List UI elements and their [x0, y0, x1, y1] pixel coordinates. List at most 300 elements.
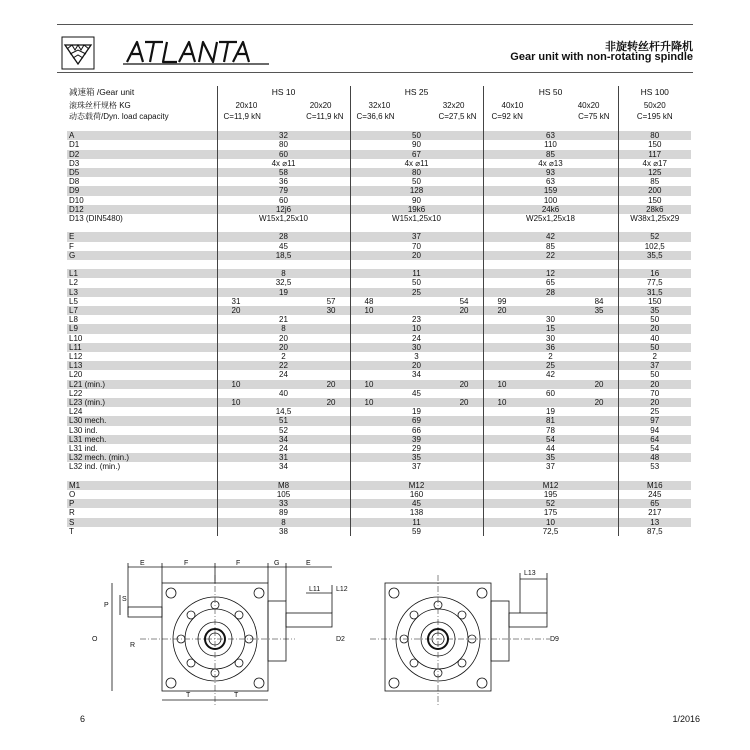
table-row [67, 297, 691, 306]
dimension-value: 20 [350, 251, 483, 260]
table-row [67, 205, 691, 214]
dimension-label: O [69, 490, 76, 500]
dimension-table [67, 86, 691, 536]
load-value: C=11,9 kN [306, 111, 344, 121]
dimension-value: 87,5 [618, 527, 691, 536]
dimension-value: 11 [350, 269, 483, 278]
dimension-value: 19k6 [350, 205, 483, 214]
table-row [67, 527, 691, 536]
dimension-value: 20 [350, 361, 483, 370]
dimension-value: 60 [217, 196, 350, 205]
dim-label-O: O [92, 636, 98, 643]
table-row [67, 370, 691, 379]
dimension-label: L20 [69, 370, 83, 380]
spec-value: 32x20 [442, 100, 465, 110]
dimension-value: 18,5 [217, 251, 350, 260]
dimension-value: 19 [217, 288, 350, 297]
value-pair [486, 297, 616, 306]
dimension-value: 53 [618, 462, 691, 471]
spacer-row [67, 260, 691, 269]
table-row [67, 462, 691, 471]
gear-unit-label: 减速箱 /Gear unit [69, 87, 135, 98]
dimension-value: 94 [618, 426, 691, 435]
dimension-value: 34 [217, 462, 350, 471]
dimension-value: 59 [350, 527, 483, 536]
table-row [67, 343, 691, 352]
dimension-value: 30 [483, 334, 618, 343]
technical-drawing [80, 555, 580, 705]
table-row [67, 186, 691, 195]
dimension-value: 31,5 [618, 288, 691, 297]
key-left [128, 607, 162, 617]
dim-label-S: S [122, 596, 127, 603]
dimension-value: 54 [459, 296, 469, 306]
dimension-value: 10 [497, 398, 507, 408]
dimension-value: 99 [497, 296, 507, 306]
dimension-value: 21 [217, 315, 350, 324]
page-number: 6 [80, 714, 86, 724]
dimension-value: 12 [483, 269, 618, 278]
dimension-value: 48 [618, 453, 691, 462]
table-row [67, 324, 691, 333]
dimension-value: 32,5 [217, 278, 350, 287]
table-row [67, 407, 691, 416]
side-flange-left [268, 601, 286, 661]
dimension-value: 105 [217, 490, 350, 499]
dimension-value: 85 [483, 150, 618, 159]
dimension-value: 20 [459, 379, 469, 389]
dimension-value: 195 [483, 490, 618, 499]
dimension-label: L9 [67, 324, 217, 333]
dimension-label: P [67, 499, 217, 508]
dimension-label: M1 [67, 481, 217, 490]
dimension-value: W38x1,25x29 [618, 214, 691, 223]
dim-label-E: E [306, 560, 311, 567]
dimension-value-pair [217, 380, 350, 389]
side-flange-right [491, 601, 509, 661]
dimension-value: 30 [483, 315, 618, 324]
dimension-label: L7 [67, 306, 217, 315]
value-pair [486, 398, 616, 407]
dimension-value: 52 [483, 499, 618, 508]
dimension-value: 28 [483, 288, 618, 297]
dimension-value: 69 [350, 416, 483, 425]
dimension-label: D13 (DIN5480) [69, 214, 123, 224]
spec-value: 40x10 [501, 100, 524, 110]
dimension-value: M12 [350, 481, 483, 490]
dimension-value: 20 [459, 398, 469, 408]
dimension-label: L30 mech. [67, 416, 217, 425]
value-pair [486, 380, 616, 389]
load-value: C=27,5 kN [438, 111, 477, 121]
table-row [67, 315, 691, 324]
dimension-value: 150 [618, 297, 691, 306]
dimension-value: 50 [618, 315, 691, 324]
dimension-value: 37 [350, 232, 483, 241]
header-rule [57, 72, 693, 73]
dimension-value: 24 [217, 370, 350, 379]
dim-label-F: F [236, 560, 241, 567]
dim-label-L13: L13 [524, 570, 536, 577]
dimension-value: 160 [350, 490, 483, 499]
dim-label-P: P [104, 602, 109, 609]
dimension-value: 63 [483, 177, 618, 186]
dimension-value: 32 [217, 131, 350, 140]
unit-header: HS 10 [217, 86, 350, 100]
dimension-label: L30 ind. [69, 425, 98, 435]
dim-label-G: G [274, 560, 280, 567]
spec-value: 50x20 [618, 100, 691, 111]
dimension-label: T [69, 526, 74, 536]
dimension-label: D12 [67, 205, 217, 214]
dimension-value: 4x ⌀11 [350, 159, 483, 168]
dimension-value: W15x1,25x10 [217, 214, 350, 223]
dimension-value: 28 [217, 232, 350, 241]
dimension-value: 10 [483, 518, 618, 527]
dimension-value: 4x ⌀17 [618, 159, 691, 168]
dimension-value: W25x1,25x18 [483, 214, 618, 223]
dimension-value: 28k6 [618, 205, 691, 214]
table-row [67, 168, 691, 177]
dimension-label: L31 mech. [67, 435, 217, 444]
value-pair [220, 297, 348, 306]
table-row [67, 444, 691, 453]
dimension-value: 97 [618, 416, 691, 425]
dim-label-E: E [140, 560, 145, 567]
dimension-value: 70 [350, 242, 483, 251]
dimension-value: 57 [326, 296, 336, 306]
dimension-label: G [67, 251, 217, 260]
dimension-value: 20 [459, 306, 469, 316]
table-row [67, 499, 691, 508]
top-rule [57, 24, 693, 25]
dimension-value: 63 [483, 131, 618, 140]
table-row [67, 435, 691, 444]
value-pair [353, 306, 481, 315]
dimension-value: 48 [364, 296, 374, 306]
dimension-value: 20 [217, 343, 350, 352]
dimension-value: 11 [350, 518, 483, 527]
dimension-value-pair [483, 297, 618, 306]
value-pair [353, 380, 481, 389]
dimension-value-pair [483, 380, 618, 389]
table-row [67, 380, 691, 389]
dim-label-L11: L11 [309, 586, 321, 593]
dimension-value: 100 [483, 196, 618, 205]
table-row [67, 490, 691, 499]
dimension-value: 90 [350, 196, 483, 205]
dimension-label: L32 mech. (min.) [67, 453, 217, 462]
spec-value: 32x10 [368, 100, 391, 110]
kg-label: 滚珠丝杆规格 KG [69, 100, 131, 110]
dimension-label: D10 [69, 195, 84, 205]
dimension-value: 35 [618, 306, 691, 315]
dimension-value: 23 [350, 315, 483, 324]
dimension-value: 159 [483, 186, 618, 195]
table-row [67, 334, 691, 343]
dimension-value: 22 [217, 361, 350, 370]
dimension-value: 77,5 [618, 278, 691, 287]
table-row [67, 140, 691, 149]
unit-header: HS 100 [618, 86, 691, 100]
dimension-value: 217 [618, 508, 691, 517]
value-pair [353, 297, 481, 306]
dimension-value: M8 [217, 481, 350, 490]
dimension-label: D9 [67, 186, 217, 195]
dimension-value: 110 [483, 140, 618, 149]
title-english: Gear unit with non-rotating spindle [510, 51, 693, 63]
dimension-value: 128 [350, 186, 483, 195]
dimension-value: 20 [594, 379, 604, 389]
dimension-value: 8 [217, 324, 350, 333]
dimension-label: L13 [67, 361, 217, 370]
dimension-value: 38 [217, 527, 350, 536]
dimension-value: 34 [217, 435, 350, 444]
spec-row [67, 100, 691, 111]
dimension-value: 85 [483, 242, 618, 251]
dimension-value: 20 [326, 398, 336, 408]
dimension-value: 20 [594, 398, 604, 408]
table-row [67, 352, 691, 361]
dimension-value: 20 [618, 398, 691, 407]
dimension-value: 20 [217, 334, 350, 343]
dimension-label: F [69, 241, 74, 251]
dimension-value-pair [350, 398, 483, 407]
dimension-value: 22 [483, 251, 618, 260]
dimension-value: 52 [618, 232, 691, 241]
dimension-value: 60 [217, 150, 350, 159]
dimension-value: 35 [483, 453, 618, 462]
table-row [67, 288, 691, 297]
load-row [67, 111, 691, 122]
unit-header: HS 25 [350, 86, 483, 100]
dimension-label: D2 [67, 150, 217, 159]
dimension-label: L21 (min.) [67, 380, 217, 389]
shaft-right [509, 613, 547, 627]
dimension-value: 40 [217, 389, 350, 398]
dimension-value: 10 [364, 306, 374, 316]
dimension-value: 64 [618, 435, 691, 444]
dimension-label: D8 [69, 177, 80, 187]
spec-value: 20x10 [235, 100, 258, 110]
dimension-value: W15x1,25x10 [350, 214, 483, 223]
dimension-value: 20 [497, 306, 507, 316]
table-row [67, 251, 691, 260]
dimension-label: L31 ind. [69, 444, 98, 454]
table-row [67, 389, 691, 398]
atlanta-logo [123, 38, 273, 66]
dimension-label: L24 [69, 407, 83, 417]
table-row [67, 177, 691, 186]
dimension-value: 72,5 [483, 527, 618, 536]
dimension-value: 175 [483, 508, 618, 517]
dimension-value: 10 [231, 398, 241, 408]
dimension-value: 30 [326, 306, 336, 316]
dim-label-D2: D2 [336, 636, 345, 643]
dimension-value: 35 [350, 453, 483, 462]
dimension-value: 35,5 [618, 251, 691, 260]
dimension-value: 4x ⌀11 [217, 159, 350, 168]
dimension-value: 3 [350, 352, 483, 361]
load-label: 动态载荷/Dyn. load capacity [69, 111, 169, 121]
dimension-value: 24 [350, 334, 483, 343]
dim-label-T: T [186, 692, 191, 699]
dimension-value: 150 [618, 140, 691, 149]
dimension-label: L22 [69, 388, 83, 398]
dimension-value: 24 [217, 444, 350, 453]
dimension-value: 80 [350, 168, 483, 177]
dimension-label: L2 [69, 278, 78, 288]
dimension-label: L23 (min.) [67, 398, 217, 407]
dimension-value: 10 [497, 379, 507, 389]
dimension-label: D5 [67, 168, 217, 177]
value-pair [220, 380, 348, 389]
dimension-value: M12 [483, 481, 618, 490]
dimension-value: 10 [231, 379, 241, 389]
dimension-value: 70 [618, 389, 691, 398]
dimension-value: 24k6 [483, 205, 618, 214]
table-row [67, 159, 691, 168]
dimension-label: S [67, 518, 217, 527]
dimension-value: 117 [618, 150, 691, 159]
dimension-value: 81 [483, 416, 618, 425]
dimension-value: 80 [618, 131, 691, 140]
value-pair [220, 306, 348, 315]
dimension-value: 42 [483, 232, 618, 241]
table-row [67, 508, 691, 517]
table-row [67, 196, 691, 205]
table-row [67, 269, 691, 278]
table-header-row [67, 86, 691, 100]
dimension-value: 31 [231, 296, 241, 306]
dimension-value: 84 [594, 296, 604, 306]
dimension-value: 42 [483, 370, 618, 379]
atlanta-emblem-icon [61, 36, 95, 70]
dimension-value: 36 [217, 177, 350, 186]
dimension-value: 45 [350, 499, 483, 508]
dimension-value: 50 [618, 370, 691, 379]
dimension-value: 54 [483, 435, 618, 444]
dimension-value: 102,5 [618, 242, 691, 251]
dimension-value: 2 [217, 352, 350, 361]
table-row [67, 361, 691, 370]
dimension-value: 20 [618, 380, 691, 389]
spacer-row [67, 472, 691, 481]
dimension-value: 65 [618, 499, 691, 508]
dimension-value: 12j6 [217, 205, 350, 214]
dimension-label: D3 [69, 158, 80, 168]
load-value: C=195 kN [618, 111, 691, 122]
dimension-value: 78 [483, 426, 618, 435]
dimension-value-pair [217, 306, 350, 315]
spacer-row [67, 122, 691, 131]
dimension-value: 245 [618, 490, 691, 499]
load-value: C=11,9 kN [223, 111, 261, 121]
spec-value: 20x20 [309, 100, 332, 110]
dimension-value: 16 [618, 269, 691, 278]
load-value: C=75 kN [578, 111, 610, 121]
dimension-value: 13 [618, 518, 691, 527]
table-row [67, 306, 691, 315]
value-pair [486, 306, 616, 315]
dimension-value: 10 [350, 324, 483, 333]
dimension-value: 44 [483, 444, 618, 453]
dimension-value: 40 [618, 334, 691, 343]
spec-value: 40x20 [577, 100, 600, 110]
table-row [67, 426, 691, 435]
shaft-left [286, 613, 332, 627]
dimension-label: R [69, 508, 75, 518]
dimension-value: 54 [618, 444, 691, 453]
dimension-value: 15 [483, 324, 618, 333]
dimension-value: M16 [618, 481, 691, 490]
dimension-value: 37 [618, 361, 691, 370]
dimension-value: 50 [350, 278, 483, 287]
dimension-label: L1 [67, 269, 217, 278]
dimension-label: L12 [69, 352, 83, 362]
title-chinese: 非旋转丝杆升降机 [605, 41, 693, 53]
table-row [67, 481, 691, 490]
dimension-value: 150 [618, 196, 691, 205]
dimension-value: 50 [350, 131, 483, 140]
dimension-value: 20 [231, 306, 241, 316]
dimension-value: 19 [350, 407, 483, 416]
table-row [67, 232, 691, 241]
dimension-value: 35 [594, 306, 604, 316]
dimension-value-pair [350, 306, 483, 315]
dimension-value: 90 [350, 140, 483, 149]
dimension-value: 200 [618, 186, 691, 195]
table-row [67, 398, 691, 407]
dimension-value: 80 [217, 140, 350, 149]
dimension-label: L11 [67, 343, 217, 352]
table-row [67, 214, 691, 223]
dimension-value: 58 [217, 168, 350, 177]
dimension-value: 20 [326, 379, 336, 389]
load-value: C=92 kN [491, 111, 523, 121]
dimension-value: 36 [483, 343, 618, 352]
dimension-value-pair [483, 306, 618, 315]
value-pair [353, 398, 481, 407]
dimension-value: 37 [350, 462, 483, 471]
dimension-label: L8 [69, 315, 78, 325]
dimension-value: 85 [618, 177, 691, 186]
dimension-value: 2 [483, 352, 618, 361]
dimension-value: 25 [618, 407, 691, 416]
dimension-value-pair [350, 380, 483, 389]
dim-label-D9: D9 [550, 636, 559, 643]
dimension-value: 60 [483, 389, 618, 398]
dimension-label: L10 [69, 333, 83, 343]
dimension-value: 30 [350, 343, 483, 352]
dimension-label: A [67, 131, 217, 140]
dimension-value: 25 [350, 288, 483, 297]
edition-date: 1/2016 [672, 714, 700, 724]
unit-header: HS 50 [483, 86, 618, 100]
spacer-row [67, 223, 691, 232]
table-row [67, 278, 691, 287]
dimension-label: D1 [69, 140, 80, 150]
dimension-value: 14,5 [217, 407, 350, 416]
dimension-value: 31 [217, 453, 350, 462]
dimension-value: 10 [364, 379, 374, 389]
dimension-value: 45 [217, 242, 350, 251]
dim-label-R: R [130, 642, 136, 649]
dimension-value: 79 [217, 186, 350, 195]
load-value: C=36,6 kN [356, 111, 395, 121]
dimension-value: 125 [618, 168, 691, 177]
dimension-value: 51 [217, 416, 350, 425]
